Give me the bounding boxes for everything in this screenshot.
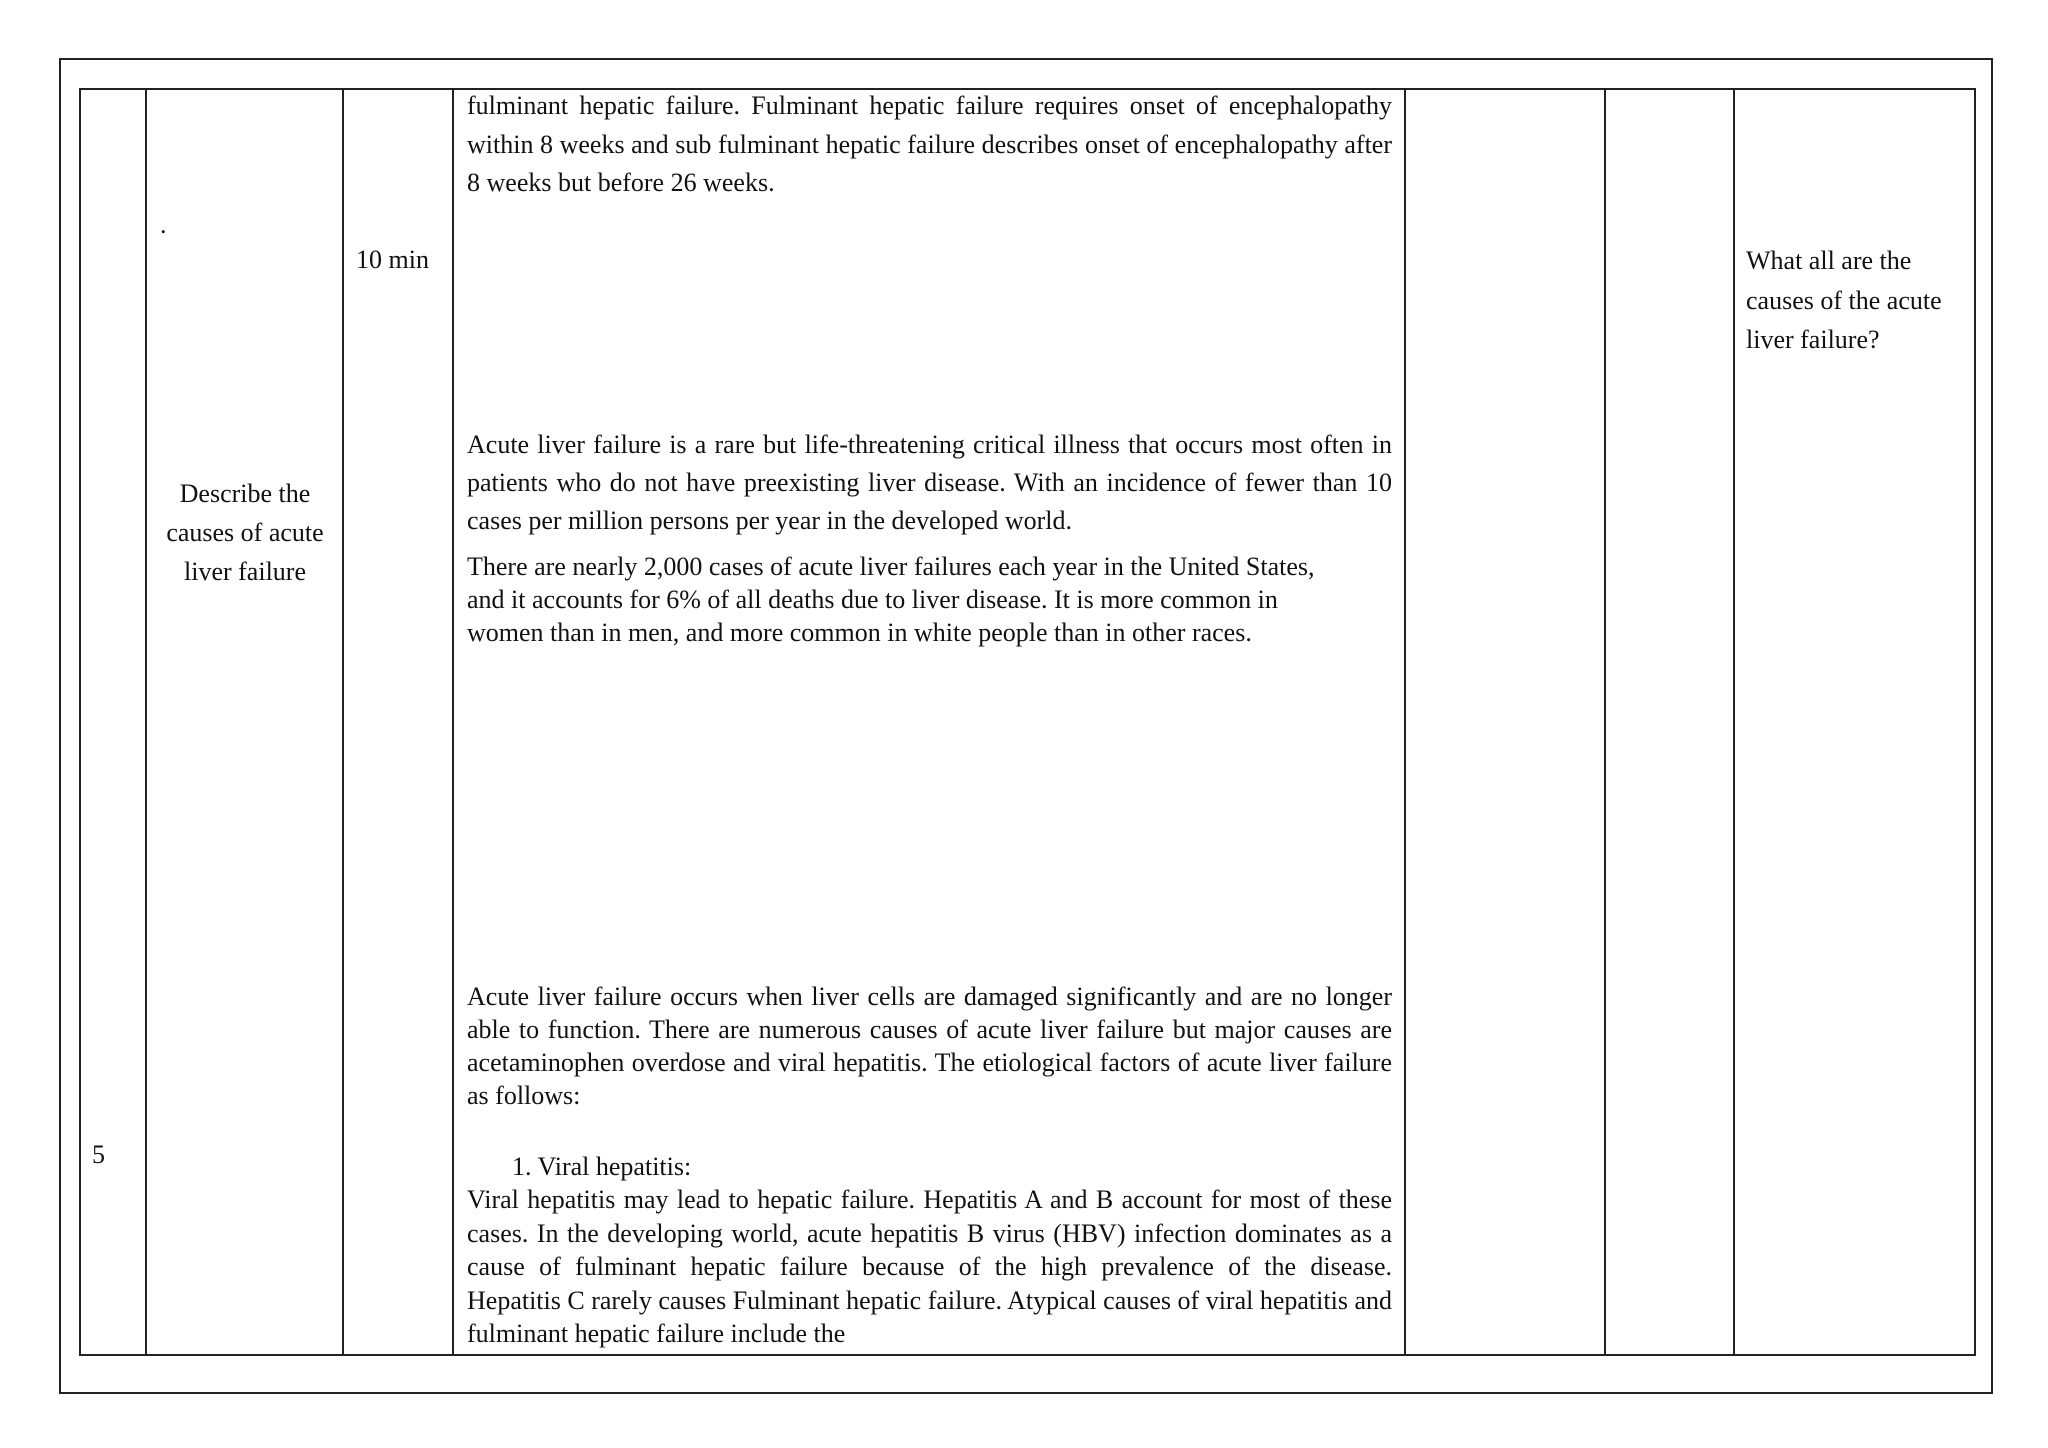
column-divider-2 (342, 88, 344, 1356)
specific-objective: Describe the causes of acute liver failure (166, 479, 324, 586)
column-divider-1 (145, 88, 147, 1356)
list-item-viral-hepatitis: 1. Viral hepatitis: (512, 1152, 692, 1181)
column-divider-5 (1604, 88, 1606, 1356)
content-paragraph-statistics: There are nearly 2,000 cases of acute liver failures each year in the United States, and it accounts for 6% of all deaths due to liver disease. It is more common in women than in men, and more common in white people than in other races. (467, 552, 1315, 647)
content-paragraph-definition: fulminant hepatic failure. Fulminant hepatic failure requires onset of encephalopathy within 8 weeks and sub fulminant hepatic failure describes onset of encephalopathy after 8 weeks but before 26 weeks. (467, 91, 1392, 197)
column-divider-6 (1733, 88, 1735, 1356)
content-paragraph-viral-hepatitis: Viral hepatitis may lead to hepatic failure. Hepatitis A and B account for most of these cases. In the developing world, acute hepatitis B virus (HBV) infection dominates as a cause of fulminant hepatic failure because of the high prevalence of the disease. Hepatitis C rarely causes Fulminant hepatic failure. Atypical causes of viral hepatitis and fulminant hepatic failure include the (467, 1185, 1392, 1348)
content-paragraph-etiology: Acute liver failure occurs when liver cells are damaged significantly and are no longer able to function. There are numerous causes of acute liver failure but major causes are acetaminophen overdose and viral hepatitis. The etiological factors of acute liver failure as follows: (467, 982, 1392, 1110)
content-paragraph-incidence: Acute liver failure is a rare but life-threatening critical illness that occurs most often in patients who do not have preexisting liver disease. With an incidence of fewer than 10 cases per million persons per year in the developed world. (467, 430, 1392, 535)
evaluation-question: What all are the causes of the acute liver failure? (1746, 246, 1942, 354)
column-divider-3 (452, 88, 454, 1356)
time-allotted: 10 min (356, 245, 429, 274)
column-divider-4 (1404, 88, 1406, 1356)
serial-number: 5 (92, 1140, 105, 1169)
objective-marker: . (160, 210, 167, 239)
